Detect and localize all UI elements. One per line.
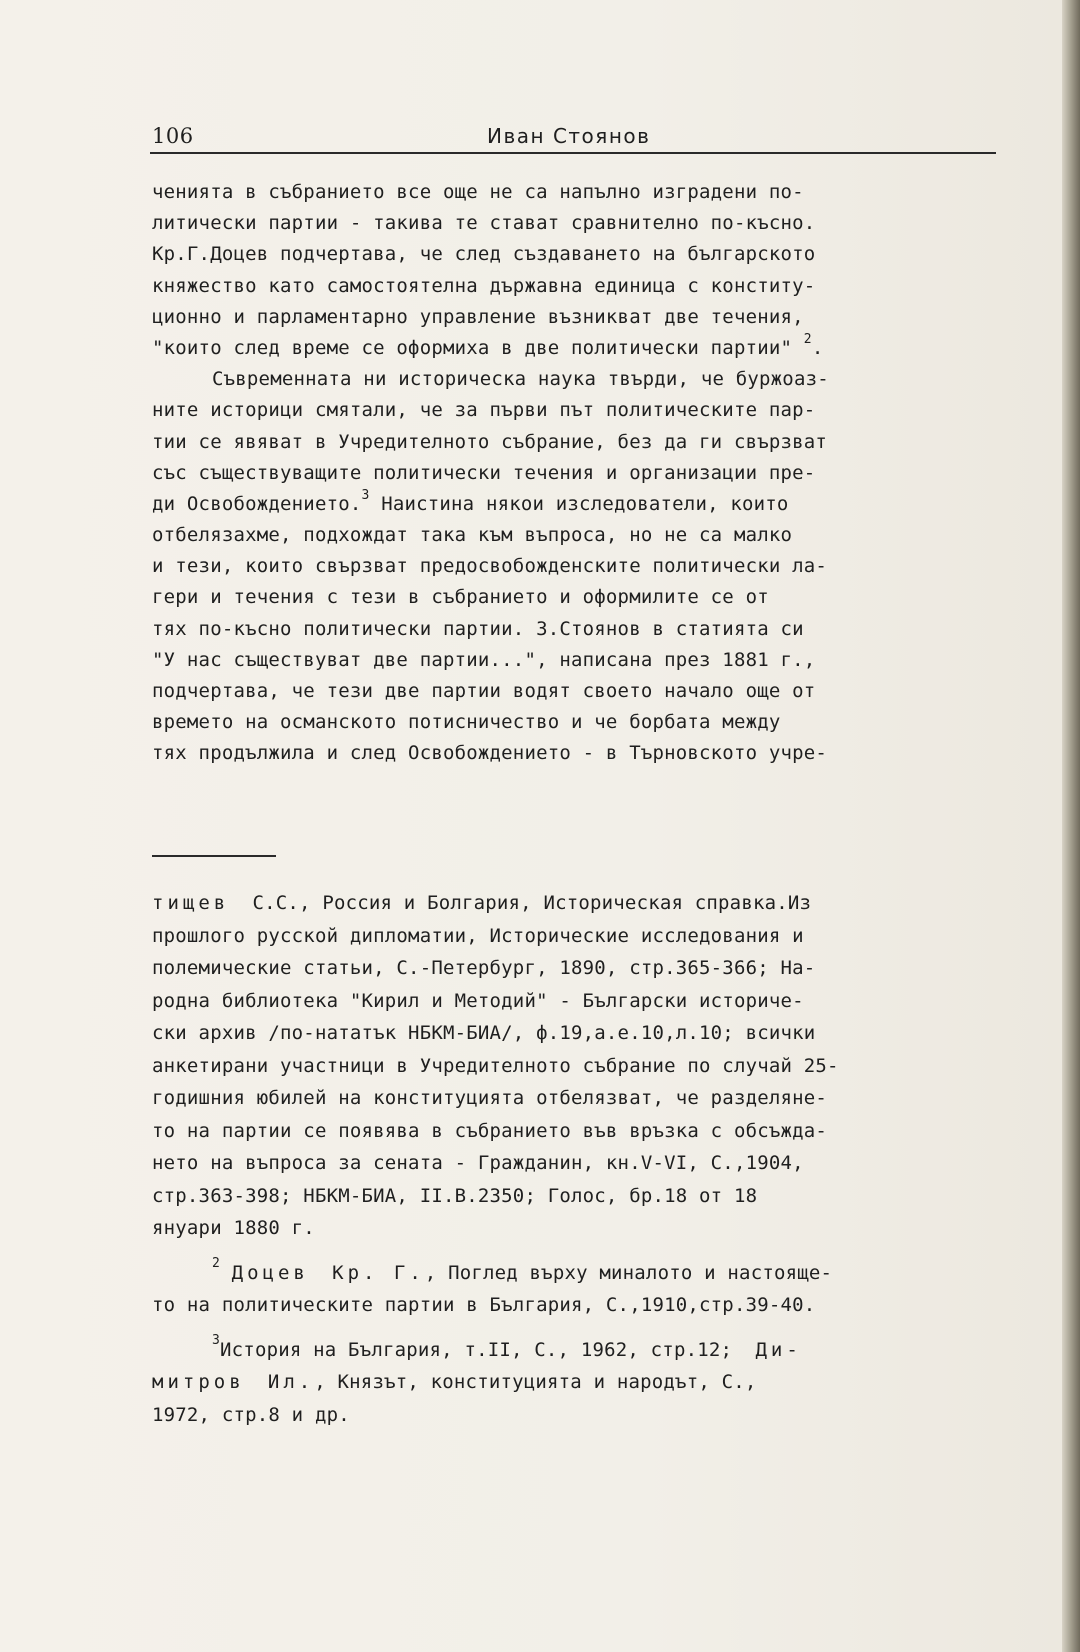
body-text: [152, 177, 1002, 770]
footnote-text: С.С., Россия и Болгария, Историческая справка.Из: [252, 892, 812, 914]
footnote-2-author: Доцев: [231, 1261, 309, 1284]
header-rule: [150, 152, 996, 154]
footnotes: [152, 887, 1002, 1431]
footnote-gap: [152, 1245, 1002, 1257]
footnote-line: януари 1880 г.: [152, 1217, 315, 1239]
footnote-ref-2: 2: [803, 331, 812, 347]
body-line: Съвременната ни историческа наука твърди, че буржоаз-: [212, 368, 829, 391]
body-line: чениятa в събранието все още не са напълно изградени по-: [152, 181, 804, 203]
footnote-line: стр.363-398; НБКМ-БИА, II.В.2350; Голос, бр.18 от 18: [152, 1184, 758, 1207]
body-line: княжество като самостоятелна държавна единица с конститу-: [152, 274, 816, 297]
footnote-line: нето на въпроса за сената - Гражданин, кн.V-VI, С.,1904,: [152, 1152, 804, 1174]
body-line: ционно и парламентарно управление възникват две течения,: [152, 305, 804, 328]
footnote-3-mark: 3: [212, 1333, 221, 1349]
footnote-gap: [152, 1322, 1002, 1334]
footnote-line: годишния юбилей на конституцията отбелязват, че разделяне-: [152, 1087, 828, 1109]
footnote-text: , Князът, конституцията и народът, С.,: [314, 1371, 757, 1393]
footnote-rule: [152, 855, 276, 857]
footnote-3-first-line: [152, 1334, 1002, 1367]
footnote-line: прошлого русской дипломатии, Исторические исследования и: [152, 924, 804, 947]
footnote-text: История на България, т.II, С., 1962, стр.12;: [220, 1338, 733, 1361]
footnote-line: полемические статьи, С.-Петербург, 1890, стр.365-366; На-: [152, 957, 816, 979]
running-head-author: Иван Стоянов: [487, 124, 651, 148]
footnote-2-initials: Кр. Г.: [332, 1261, 425, 1284]
body-line: Кр.Г.Доцев подчертава, че след създаването на българското: [152, 243, 816, 266]
body-line-text: ди Освобождението.: [152, 492, 362, 515]
body-line-text: "които след време се оформиха в две политически партии": [152, 336, 793, 359]
body-line-with-ref: [152, 489, 1002, 520]
body-line-with-ref: "които след време се оформиха в две политически партии" $^2$.: [152, 331, 824, 359]
footnote-ref-3: 3: [361, 487, 370, 503]
footnote-1-first-line: [152, 887, 1002, 920]
footnote-3-second-line: [152, 1366, 1002, 1399]
footnote-line: родна библиотека "Кирил и Методий" - Български историче-: [152, 989, 804, 1012]
footnote-line: ски архив /по-нататък НБКМ-БИА/, ф.19,а.е.10,л.10; всички: [152, 1022, 816, 1044]
footnote-2-first-line: [152, 1257, 1002, 1290]
page-binding-edge: [1062, 0, 1080, 1652]
body-line: със съществуващите политически течения и организации пре-: [152, 461, 816, 484]
footnote-1-author: тищев: [152, 892, 230, 914]
body-line-text: Наистина някои изследователи, които: [381, 492, 789, 515]
body-line: отбелязахме, подхождат така към въпроса, но не са малко: [152, 524, 793, 547]
page-header: [152, 124, 996, 154]
footnote-line: то на политическите партии в България, С.,1910,стр.39-40.: [152, 1294, 816, 1316]
body-line: и тези, които свързват предосвобожденските политически ла-: [152, 555, 828, 578]
footnote-line: 1972, стр.8 и др.: [152, 1403, 350, 1426]
body-line: тях продължила и след Освобождението - в Търновското учре-: [152, 742, 828, 765]
footnote-3-initials: Ил.: [267, 1371, 315, 1393]
body-line: тии се явяват в Учредителното събрание, без да ги свързват: [152, 430, 828, 453]
footnote-3-author-part: Ди-: [755, 1338, 802, 1361]
body-line: времето на османското потисничество и че борбата между: [152, 711, 781, 734]
body-line: подчертава, че тези две партии водят своето начало още от: [152, 680, 816, 702]
footnote-line: то на партии се появява в събранието във връзка с обсъжда-: [152, 1119, 828, 1142]
footnote-line: анкетирани участници в Учредителното събрание по случай 25-: [152, 1054, 839, 1077]
body-line: гери и течения с тези в събранието и оформилите се от: [152, 586, 769, 609]
footnote-3-author-rest: митров: [152, 1371, 245, 1393]
body-line: тях по-късно политически партии. З.Стоянов в статията си: [152, 617, 804, 640]
footnote-text: , Поглед върху миналото и настояще-: [424, 1261, 833, 1284]
body-line: "У нас съществуват две партии...", написана през 1881 г.,: [152, 648, 816, 671]
body-line: ните историци смятали, че за първи път политическите пар-: [152, 399, 816, 422]
page-number: 106: [152, 124, 194, 148]
footnote-2-mark: 2: [212, 1256, 221, 1272]
body-line: литически партии - такива те стават сравнително по-късно.: [152, 212, 816, 235]
